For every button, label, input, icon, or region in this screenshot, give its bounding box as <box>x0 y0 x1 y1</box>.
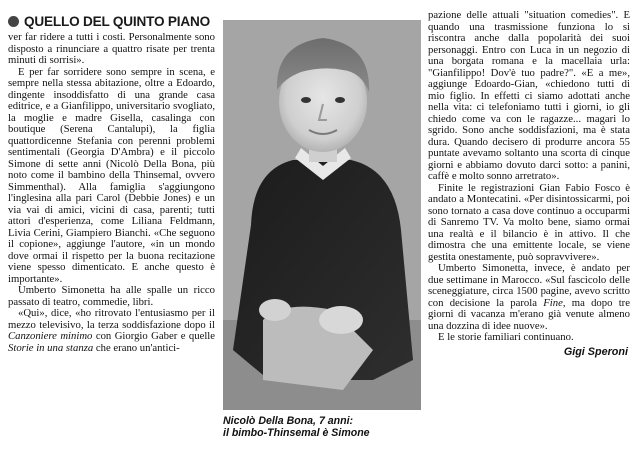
text-run: «Qui», dice, «ho ritrovato l'entusiasmo per il mezzo televisivo, la terza soddisfazione dopo il <box>8 307 215 331</box>
paragraph: ver far ridere a tutti i costi. Personalmente sono disposto a rinunciare a quattro risate per trenta minuti di sorrisi». <box>8 31 215 66</box>
paragraph: E per far sorridere sono sempre in scena, e sempre nella stessa abitazione, oltre a Edoardo, dingente insoddisfatto di una grande casa editrice, e a Gianfilippo, universitario svogliato, la moglie e madre Gisella, casalinga con boutique (Serena Cantalupi), la figlia quattordicenne Stefania con perenni problemi sentimentali (Georgia D'Ambra) e il piccolo Simone di sette anni (Nicolò Della Bona, più noto come il bambino della Thinsemal, ovvero Simmenthal). Alla famiglia s'aggiungono l'inglesina alla pari Carol (Debbie Jones) e un via vai di amici, vicini di casa, parenti; tutti attori d'esperienza, come Liliana Feldmann, Livia Cerini, Giampiero Bianchi. «Che seguono il copione», aggiunge l'autore, «in un mondo dove ormai il rispetto per la buona recitazione viene spesso dimenticato. E anche questo è importante». <box>8 65 215 285</box>
paragraph <box>428 263 630 332</box>
caption-line: Nicolò Della Bona, 7 anni: <box>223 415 354 427</box>
left-column-text <box>8 32 215 354</box>
text-run: Umberto Simonetta, invece, è andato per due settimane in Marocco. «Sul fascicolo delle sceneggiature, circa 1500 pagine, avevo scritto con decisione la parola <box>428 262 630 309</box>
paragraph <box>8 308 215 354</box>
italic-title: Canzoniere minimo <box>8 330 93 342</box>
paragraph: Umberto Simonetta ha alle spalle un ricco passato di teatro, commedie, libri. <box>8 284 215 308</box>
text-run: , ma dopo tre giorni di vacanza m'erano già venute almeno una dozzina di idee nuove». <box>428 296 630 332</box>
text-run: che erano un'antici- <box>95 341 180 354</box>
italic-title: Fine <box>543 296 563 309</box>
child-photo <box>223 20 421 410</box>
text-run: con Giorgio Gaber e quelle <box>95 330 216 342</box>
author-signature: Gigi Speroni <box>563 345 628 358</box>
photo-caption <box>223 415 421 439</box>
paragraph: pazione delle attuali "situation comedies". E quando una trasmissione funziona lo si riscontra anche dalla popolarità dei suoi personaggi. Entro con Luca in un negozio di una borgata romana e la macellaia urla: "Gianfilippo! Dov'è tuo padre?". «E a me», aggiunge Edoardo-Gian, «chiedono tutti di mio figlio. In effetti ci siamo adottati anche nella vita: ci telefoniamo tutti i giorni, io gli chiedo come va con le ragazze... magari lo sgrido. Sono anche soddisfazioni, ma è stata dura. Quando decisero di produrre ancora 55 puntate avevamo soltanto una scorta di cinque giorni e abbiamo dovuto darci sotto: a panini, caffè e molto sonno arretrato». <box>428 9 630 182</box>
photo-block <box>223 20 421 442</box>
caption-line: il bimbo-Thinsemal è Simone <box>223 427 370 439</box>
paragraph: E le storie familiari continuano. <box>438 331 574 343</box>
italic-title: Storie in una stanza <box>8 341 94 354</box>
left-column <box>8 10 215 354</box>
section-title: QUELLO DEL QUINTO PIANO <box>24 13 210 29</box>
section-heading <box>8 10 215 32</box>
right-column <box>428 10 630 358</box>
child-portrait-image <box>223 20 421 410</box>
paragraph: Finite le registrazioni Gian Fabio Fosco è andato a Montecatini. «Per disintossicarmi, poi sono tornato a casa dove continuo a occuparmi di Sanremo TV. Va molto bene, siamo ormai una realtà e il bilancio è in attivo. Il che dimostra che una emittente locale, se viene gestita onestamente, può sopravvivere». <box>428 181 630 263</box>
right-column-text <box>428 10 630 344</box>
bullet-icon <box>8 16 19 27</box>
